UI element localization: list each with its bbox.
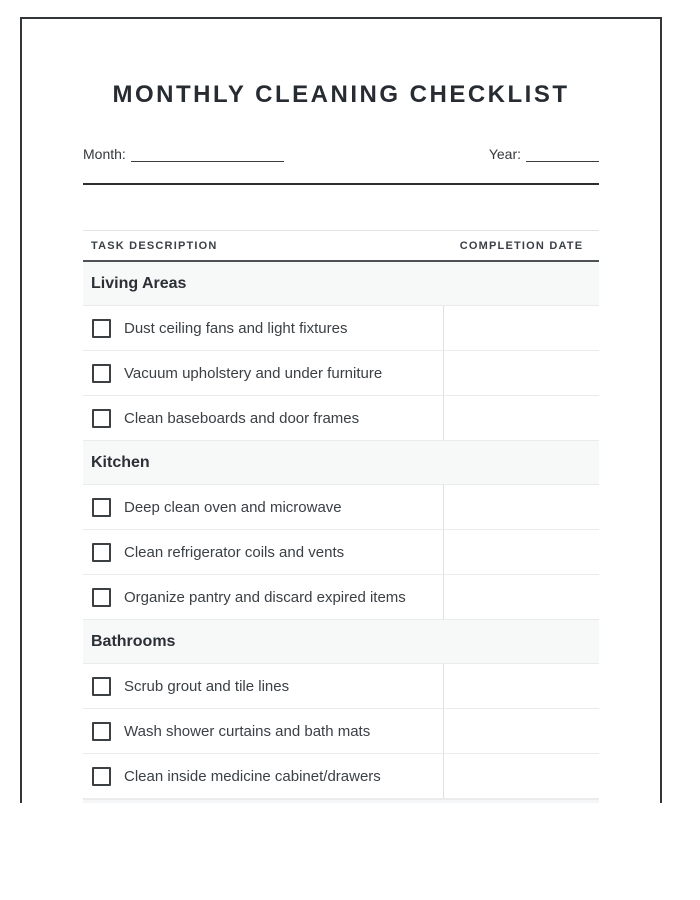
year-field-group: [489, 146, 599, 162]
task-checkbox[interactable]: [92, 722, 111, 741]
header-divider-rule: [83, 183, 599, 185]
completion-date-cell[interactable]: [444, 575, 599, 619]
section-header: [83, 262, 599, 306]
month-year-row: [83, 142, 599, 162]
task-checkbox[interactable]: [92, 319, 111, 338]
table-body: [83, 262, 599, 799]
task-checkbox[interactable]: [92, 364, 111, 383]
task-row: [83, 396, 599, 441]
completion-date-cell[interactable]: [444, 351, 599, 395]
task-label: Clean inside medicine cabinet/drawers: [124, 767, 381, 785]
task-label: Clean baseboards and door frames: [124, 409, 360, 427]
checklist-section: [83, 620, 599, 799]
task-label: Organize pantry and discard expired items: [124, 588, 406, 606]
month-label: Month:: [83, 146, 126, 162]
checklist-section: [83, 262, 599, 441]
section-rows: [83, 306, 599, 441]
task-label: Scrub grout and tile lines: [124, 677, 290, 695]
completion-date-cell[interactable]: [444, 754, 599, 798]
section-title: Bathrooms: [91, 632, 176, 650]
task-label: Wash shower curtains and bath mats: [124, 722, 371, 740]
task-row: [83, 485, 599, 530]
year-label: Year:: [488, 146, 521, 162]
section-header: [83, 441, 599, 485]
section-header: [83, 620, 599, 664]
task-label: Vacuum upholstery and under furniture: [124, 364, 383, 382]
task-row: [83, 351, 599, 396]
task-checkbox[interactable]: [92, 543, 111, 562]
task-cell: [83, 709, 444, 753]
task-cell: [83, 351, 444, 395]
task-cell: [83, 485, 444, 529]
task-description-column-header: TASK DESCRIPTION: [91, 239, 218, 252]
completion-date-cell[interactable]: [444, 306, 599, 350]
completion-date-cell[interactable]: [444, 396, 599, 440]
task-label: Dust ceiling fans and light fixtures: [124, 319, 348, 337]
completion-date-cell[interactable]: [444, 709, 599, 753]
task-checkbox[interactable]: [92, 588, 111, 607]
task-label: Deep clean oven and microwave: [124, 498, 342, 516]
month-fill-line[interactable]: [131, 147, 284, 162]
completion-date-column-header: COMPLETION DATE: [459, 239, 584, 252]
section-rows: [83, 664, 599, 799]
task-checkbox[interactable]: [92, 409, 111, 428]
checklist-table: [83, 230, 599, 803]
next-section-partial: [83, 799, 599, 803]
completion-date-cell[interactable]: [444, 530, 599, 574]
section-title: Living Areas: [91, 274, 187, 292]
task-checkbox[interactable]: [92, 767, 111, 786]
task-row: [83, 664, 599, 709]
month-field-group: [83, 146, 284, 162]
table-header-row: [83, 231, 599, 262]
task-cell: [83, 396, 444, 440]
task-cell: [83, 664, 444, 708]
completion-date-cell[interactable]: [444, 485, 599, 529]
task-row: [83, 306, 599, 351]
task-row: [83, 575, 599, 620]
checklist-page: [20, 17, 662, 803]
task-cell: [83, 575, 444, 619]
task-cell: [83, 306, 444, 350]
task-cell: [83, 530, 444, 574]
section-title: Kitchen: [91, 453, 150, 471]
task-cell: [83, 754, 444, 798]
page-title: MONTHLY CLEANING CHECKLIST: [112, 81, 570, 108]
task-row: [83, 530, 599, 575]
task-row: [83, 709, 599, 754]
section-rows: [83, 485, 599, 620]
task-label: Clean refrigerator coils and vents: [124, 543, 345, 561]
task-checkbox[interactable]: [92, 498, 111, 517]
task-checkbox[interactable]: [92, 677, 111, 696]
year-fill-line[interactable]: [526, 147, 599, 162]
task-row: [83, 754, 599, 799]
completion-date-cell[interactable]: [444, 664, 599, 708]
checklist-section: [83, 441, 599, 620]
